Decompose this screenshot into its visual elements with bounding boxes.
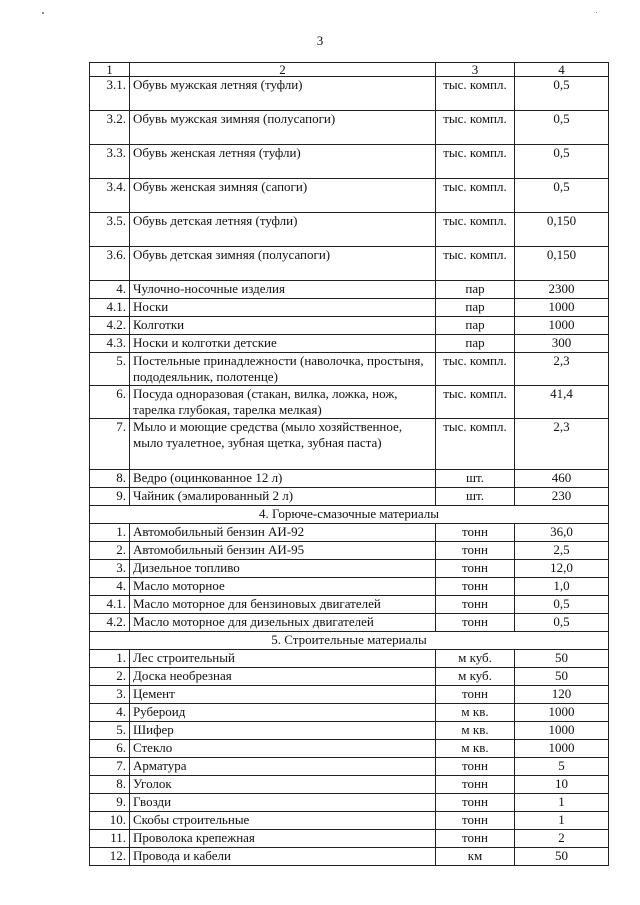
item-name: Арматура <box>130 758 436 776</box>
row-number: 4.2. <box>90 614 130 632</box>
row-number: 9. <box>90 794 130 812</box>
item-unit: тыс. компл. <box>436 111 515 145</box>
row-number: 5. <box>90 353 130 386</box>
item-unit: пар <box>436 299 515 317</box>
table-row <box>90 596 609 614</box>
item-unit: пар <box>436 335 515 353</box>
table-row <box>90 111 609 145</box>
table-row <box>90 722 609 740</box>
item-quantity: 0,150 <box>515 247 609 281</box>
row-number: 3.2. <box>90 111 130 145</box>
header-cell-name: 2 <box>130 63 436 77</box>
row-number: 3.3. <box>90 145 130 179</box>
item-name: Лес строительный <box>130 650 436 668</box>
row-number: 3.1. <box>90 77 130 111</box>
table-row <box>90 794 609 812</box>
table-row <box>90 213 609 247</box>
item-quantity: 2,3 <box>515 419 609 470</box>
item-name: Шифер <box>130 722 436 740</box>
item-unit: тыс. компл. <box>436 353 515 386</box>
row-number: 7. <box>90 758 130 776</box>
item-quantity: 5 <box>515 758 609 776</box>
item-unit: тыс. компл. <box>436 179 515 213</box>
item-unit: шт. <box>436 470 515 488</box>
row-number: 4.3. <box>90 335 130 353</box>
table-row <box>90 704 609 722</box>
item-quantity: 2300 <box>515 281 609 299</box>
item-name: Посуда одноразовая (стакан, вилка, ложка, нож, тарелка глубокая, тарелка мелкая) <box>130 386 436 419</box>
item-name: Обувь женская зимняя (сапоги) <box>130 179 436 213</box>
item-quantity: 1000 <box>515 704 609 722</box>
table-row <box>90 776 609 794</box>
item-quantity: 460 <box>515 470 609 488</box>
table-row <box>90 812 609 830</box>
section-title: 5. Строительные материалы <box>90 632 609 650</box>
item-unit: тонн <box>436 794 515 812</box>
row-number: 6. <box>90 740 130 758</box>
item-unit: шт. <box>436 488 515 506</box>
table-row <box>90 848 609 866</box>
item-unit: тонн <box>436 560 515 578</box>
row-number: 12. <box>90 848 130 866</box>
item-name: Обувь детская летняя (туфли) <box>130 213 436 247</box>
table-row <box>90 247 609 281</box>
table-row <box>90 335 609 353</box>
table-row <box>90 299 609 317</box>
item-quantity: 0,150 <box>515 213 609 247</box>
section-header-row <box>90 632 609 650</box>
item-name: Обувь мужская зимняя (полусапоги) <box>130 111 436 145</box>
item-quantity: 50 <box>515 848 609 866</box>
section-header-row <box>90 506 609 524</box>
item-name: Масло моторное <box>130 578 436 596</box>
item-quantity: 50 <box>515 668 609 686</box>
item-quantity: 1 <box>515 794 609 812</box>
table-row <box>90 179 609 213</box>
item-unit: тонн <box>436 596 515 614</box>
page-number: 3 <box>316 33 324 48</box>
row-number: 2. <box>90 542 130 560</box>
table-row <box>90 281 609 299</box>
item-name: Стекло <box>130 740 436 758</box>
row-number: 6. <box>90 386 130 419</box>
table-row <box>90 578 609 596</box>
row-number: 3.4. <box>90 179 130 213</box>
header-cell-value: 4 <box>515 63 609 77</box>
item-name: Проволока крепежная <box>130 830 436 848</box>
item-quantity: 0,5 <box>515 77 609 111</box>
item-unit: м куб. <box>436 668 515 686</box>
row-number: 4. <box>90 704 130 722</box>
item-unit: тонн <box>436 578 515 596</box>
table-row <box>90 668 609 686</box>
table-row <box>90 488 609 506</box>
item-quantity: 1,0 <box>515 578 609 596</box>
item-unit: тыс. компл. <box>436 77 515 111</box>
item-unit: тонн <box>436 686 515 704</box>
item-quantity: 0,5 <box>515 111 609 145</box>
item-unit: пар <box>436 317 515 335</box>
row-number: 4.2. <box>90 317 130 335</box>
inventory-table <box>89 62 609 866</box>
row-number: 10. <box>90 812 130 830</box>
row-number: 3.5. <box>90 213 130 247</box>
item-quantity: 12,0 <box>515 560 609 578</box>
item-quantity: 1000 <box>515 299 609 317</box>
table-row <box>90 650 609 668</box>
item-quantity: 0,5 <box>515 179 609 213</box>
item-name: Доска необрезная <box>130 668 436 686</box>
table-row <box>90 419 609 470</box>
item-quantity: 1000 <box>515 740 609 758</box>
section-title: 4. Горюче-смазочные материалы <box>90 506 609 524</box>
item-quantity: 230 <box>515 488 609 506</box>
item-name: Цемент <box>130 686 436 704</box>
item-unit: тонн <box>436 830 515 848</box>
table-row <box>90 317 609 335</box>
table-header-row <box>90 63 609 77</box>
table-row <box>90 686 609 704</box>
row-number: 9. <box>90 488 130 506</box>
table-row <box>90 145 609 179</box>
item-quantity: 1000 <box>515 317 609 335</box>
item-unit: тыс. компл. <box>436 386 515 419</box>
row-number: 4. <box>90 281 130 299</box>
row-number: 11. <box>90 830 130 848</box>
row-number: 2. <box>90 668 130 686</box>
item-unit: тыс. компл. <box>436 213 515 247</box>
item-name: Мыло и моющие средства (мыло хозяйственное, мыло туалетное, зубная щетка, зубная паста) <box>130 419 436 470</box>
row-number: 3. <box>90 686 130 704</box>
item-name: Автомобильный бензин АИ-95 <box>130 542 436 560</box>
item-name: Ведро (оцинкованное 12 л) <box>130 470 436 488</box>
item-unit: м кв. <box>436 722 515 740</box>
table-row <box>90 614 609 632</box>
item-quantity: 36,0 <box>515 524 609 542</box>
item-name: Скобы строительные <box>130 812 436 830</box>
item-unit: тыс. компл. <box>436 247 515 281</box>
item-unit: тонн <box>436 776 515 794</box>
table-row <box>90 740 609 758</box>
row-number: 4. <box>90 578 130 596</box>
item-name: Носки и колготки детские <box>130 335 436 353</box>
table-row <box>90 758 609 776</box>
item-quantity: 2 <box>515 830 609 848</box>
row-number: 3. <box>90 560 130 578</box>
item-quantity: 41,4 <box>515 386 609 419</box>
row-number: 1. <box>90 524 130 542</box>
table-row <box>90 542 609 560</box>
table-row <box>90 524 609 542</box>
item-name: Обувь женская летняя (туфли) <box>130 145 436 179</box>
item-quantity: 0,5 <box>515 596 609 614</box>
item-name: Дизельное топливо <box>130 560 436 578</box>
item-unit: м куб. <box>436 650 515 668</box>
table-row <box>90 386 609 419</box>
item-unit: тонн <box>436 812 515 830</box>
item-unit: м кв. <box>436 740 515 758</box>
row-number: 1. <box>90 650 130 668</box>
item-quantity: 120 <box>515 686 609 704</box>
row-number: 5. <box>90 722 130 740</box>
item-quantity: 10 <box>515 776 609 794</box>
row-number: 7. <box>90 419 130 470</box>
scan-speck <box>42 12 44 14</box>
item-quantity: 1 <box>515 812 609 830</box>
item-unit: тонн <box>436 614 515 632</box>
row-number: 4.1. <box>90 299 130 317</box>
item-name: Чулочно-носочные изделия <box>130 281 436 299</box>
item-quantity: 0,5 <box>515 614 609 632</box>
item-name: Постельные принадлежности (наволочка, простыня, пододеяльник, полотенце) <box>130 353 436 386</box>
item-name: Автомобильный бензин АИ-92 <box>130 524 436 542</box>
item-quantity: 1000 <box>515 722 609 740</box>
item-quantity: 50 <box>515 650 609 668</box>
table-row <box>90 77 609 111</box>
row-number: 3.6. <box>90 247 130 281</box>
item-name: Уголок <box>130 776 436 794</box>
item-name: Масло моторное для дизельных двигателей <box>130 614 436 632</box>
item-name: Обувь детская зимняя (полусапоги) <box>130 247 436 281</box>
item-name: Обувь мужская летняя (туфли) <box>130 77 436 111</box>
item-name: Носки <box>130 299 436 317</box>
item-quantity: 300 <box>515 335 609 353</box>
item-unit: тонн <box>436 524 515 542</box>
item-quantity: 2,3 <box>515 353 609 386</box>
table-row <box>90 470 609 488</box>
item-unit: тонн <box>436 542 515 560</box>
header-cell-number: 1 <box>90 63 130 77</box>
item-unit: тонн <box>436 758 515 776</box>
scan-speck <box>596 12 597 13</box>
header-cell-unit: 3 <box>436 63 515 77</box>
item-quantity: 0,5 <box>515 145 609 179</box>
row-number: 8. <box>90 776 130 794</box>
item-quantity: 2,5 <box>515 542 609 560</box>
item-name: Провода и кабели <box>130 848 436 866</box>
row-number: 4.1. <box>90 596 130 614</box>
item-unit: тыс. компл. <box>436 419 515 470</box>
row-number: 8. <box>90 470 130 488</box>
item-unit: км <box>436 848 515 866</box>
item-name: Рубероид <box>130 704 436 722</box>
item-unit: пар <box>436 281 515 299</box>
item-name: Гвозди <box>130 794 436 812</box>
item-unit: тыс. компл. <box>436 145 515 179</box>
table-row <box>90 353 609 386</box>
item-name: Чайник (эмалированный 2 л) <box>130 488 436 506</box>
item-name: Колготки <box>130 317 436 335</box>
table-row <box>90 830 609 848</box>
item-name: Масло моторное для бензиновых двигателей <box>130 596 436 614</box>
table-row <box>90 560 609 578</box>
item-unit: м кв. <box>436 704 515 722</box>
